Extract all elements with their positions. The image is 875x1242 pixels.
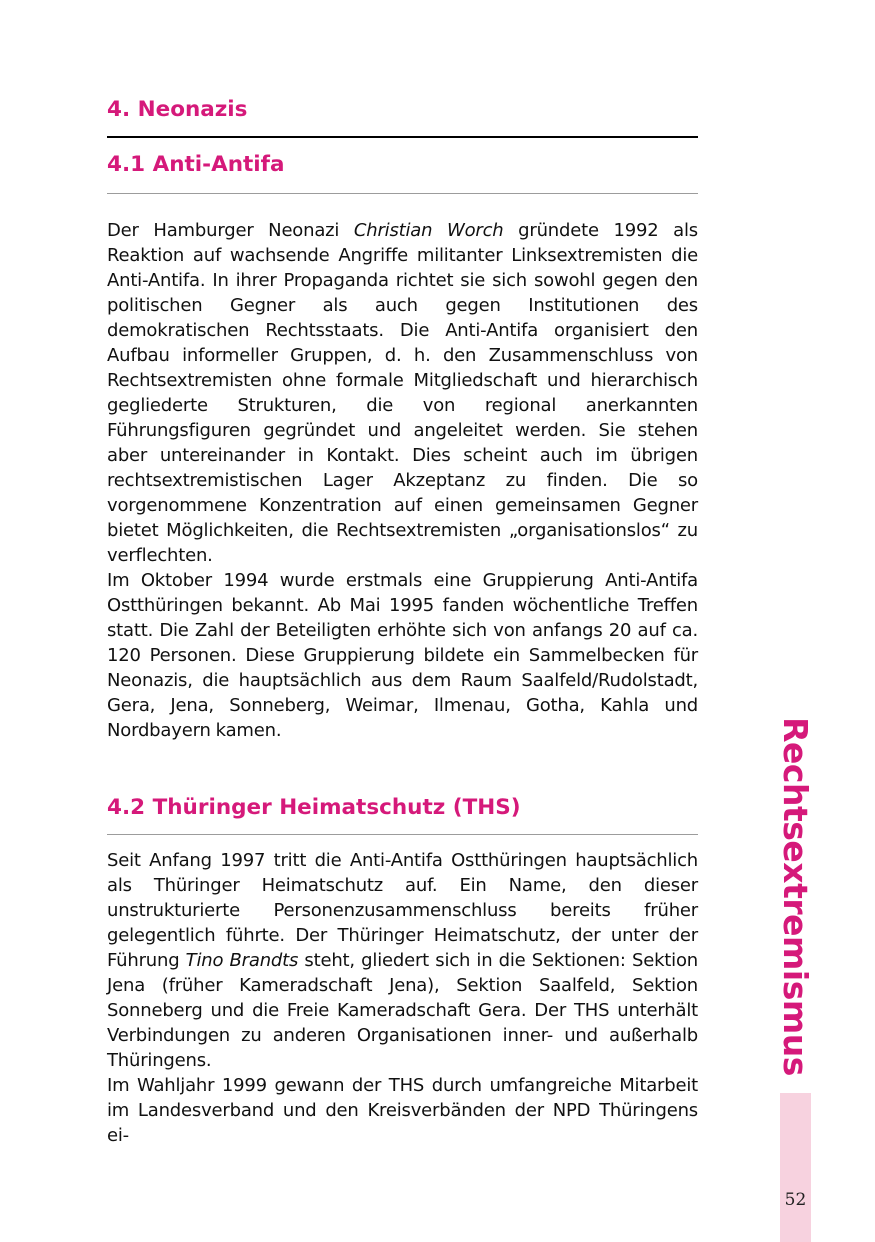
person-name: Christian Worch xyxy=(353,220,504,241)
chapter-heading: 4. Neonazis xyxy=(107,97,248,122)
page-number: 52 xyxy=(784,1190,807,1210)
side-chapter-title-text: Rechtsextremismus xyxy=(775,716,815,1076)
side-chapter-title xyxy=(775,716,815,1076)
section-rule-1 xyxy=(107,193,698,194)
page-tab xyxy=(780,1093,811,1242)
paragraph-anti-antifa-1: Der Hamburger Neonazi Christian Worch gründete 1992 als Reaktion auf wachsende Angriffe militanter Linksextremisten die Anti-Antifa. In ihrer Propaganda richtet sie sich sowohl gegen den politischen Gegner als auch gegen Institutionen des demokratischen Rechtsstaats. Die Anti-Antifa organisiert den Aufbau informeller Gruppen, d. h. den Zusammenschluss von Rechtsextremisten ohne formale Mitgliedschaft und hierarchisch gegliederte Strukturen, die von regional anerkannten Führungsfiguren gegründet und angeleitet werden. Sie stehen aber untereinander in Kontakt. Dies scheint auch im übrigen rechtsextremistischen Lager Akzeptanz zu finden. Die so vorgenommene Konzentration auf einen gemeinsamen Gegner bietet Möglichkeiten, die Rechtsextremisten „organisationslos“ zu verflechten. xyxy=(107,220,698,566)
paragraph-ths-2: Im Wahljahr 1999 gewann der THS durch umfangreiche Mitarbeit im Landesverband und den Kreisverbänden der NPD Thüringens ei- xyxy=(107,1075,698,1146)
section-heading-ths: 4.2 Thüringer Heimatschutz (THS) xyxy=(107,795,521,820)
paragraph-ths-1: Seit Anfang 1997 tritt die Anti-Antifa Ostthüringen hauptsächlich als Thüringer Heimatschutz auf. Ein Name, den dieser unstrukturierte Personenzusammenschluss bereits früher gelegentlich führte. Der Thüringer Heimatschutz, der unter der Führung Tino Brandts steht, gliedert sich in die Sektionen: Sektion Jena (früher Kameradschaft Jena), Sektion Saalfeld, Sektion Sonneberg und die Freie Kameradschaft Gera. Der THS unterhält Verbindungen zu anderen Organisationen inner- und außerhalb Thüringens. xyxy=(107,850,698,1071)
section-rule-2 xyxy=(107,834,698,835)
section-heading-anti-antifa: 4.1 Anti-Antifa xyxy=(107,152,285,177)
paragraph-anti-antifa-2: Im Oktober 1994 wurde erstmals eine Gruppierung Anti-Antifa Ostthüringen bekannt. Ab Mai 1995 fanden wöchentliche Treffen statt. Die Zahl der Beteiligten erhöhte sich von anfangs 20 auf ca. 120 Personen. Diese Gruppierung bildete ein Sammelbecken für Neonazis, die hauptsächlich aus dem Raum Saalfeld/Rudolstadt, Gera, Jena, Sonneberg, Weimar, Ilmenau, Gotha, Kahla und Nordbayern kamen. xyxy=(107,570,698,741)
person-name: Tino Brandts xyxy=(185,950,299,971)
chapter-rule xyxy=(107,136,698,138)
